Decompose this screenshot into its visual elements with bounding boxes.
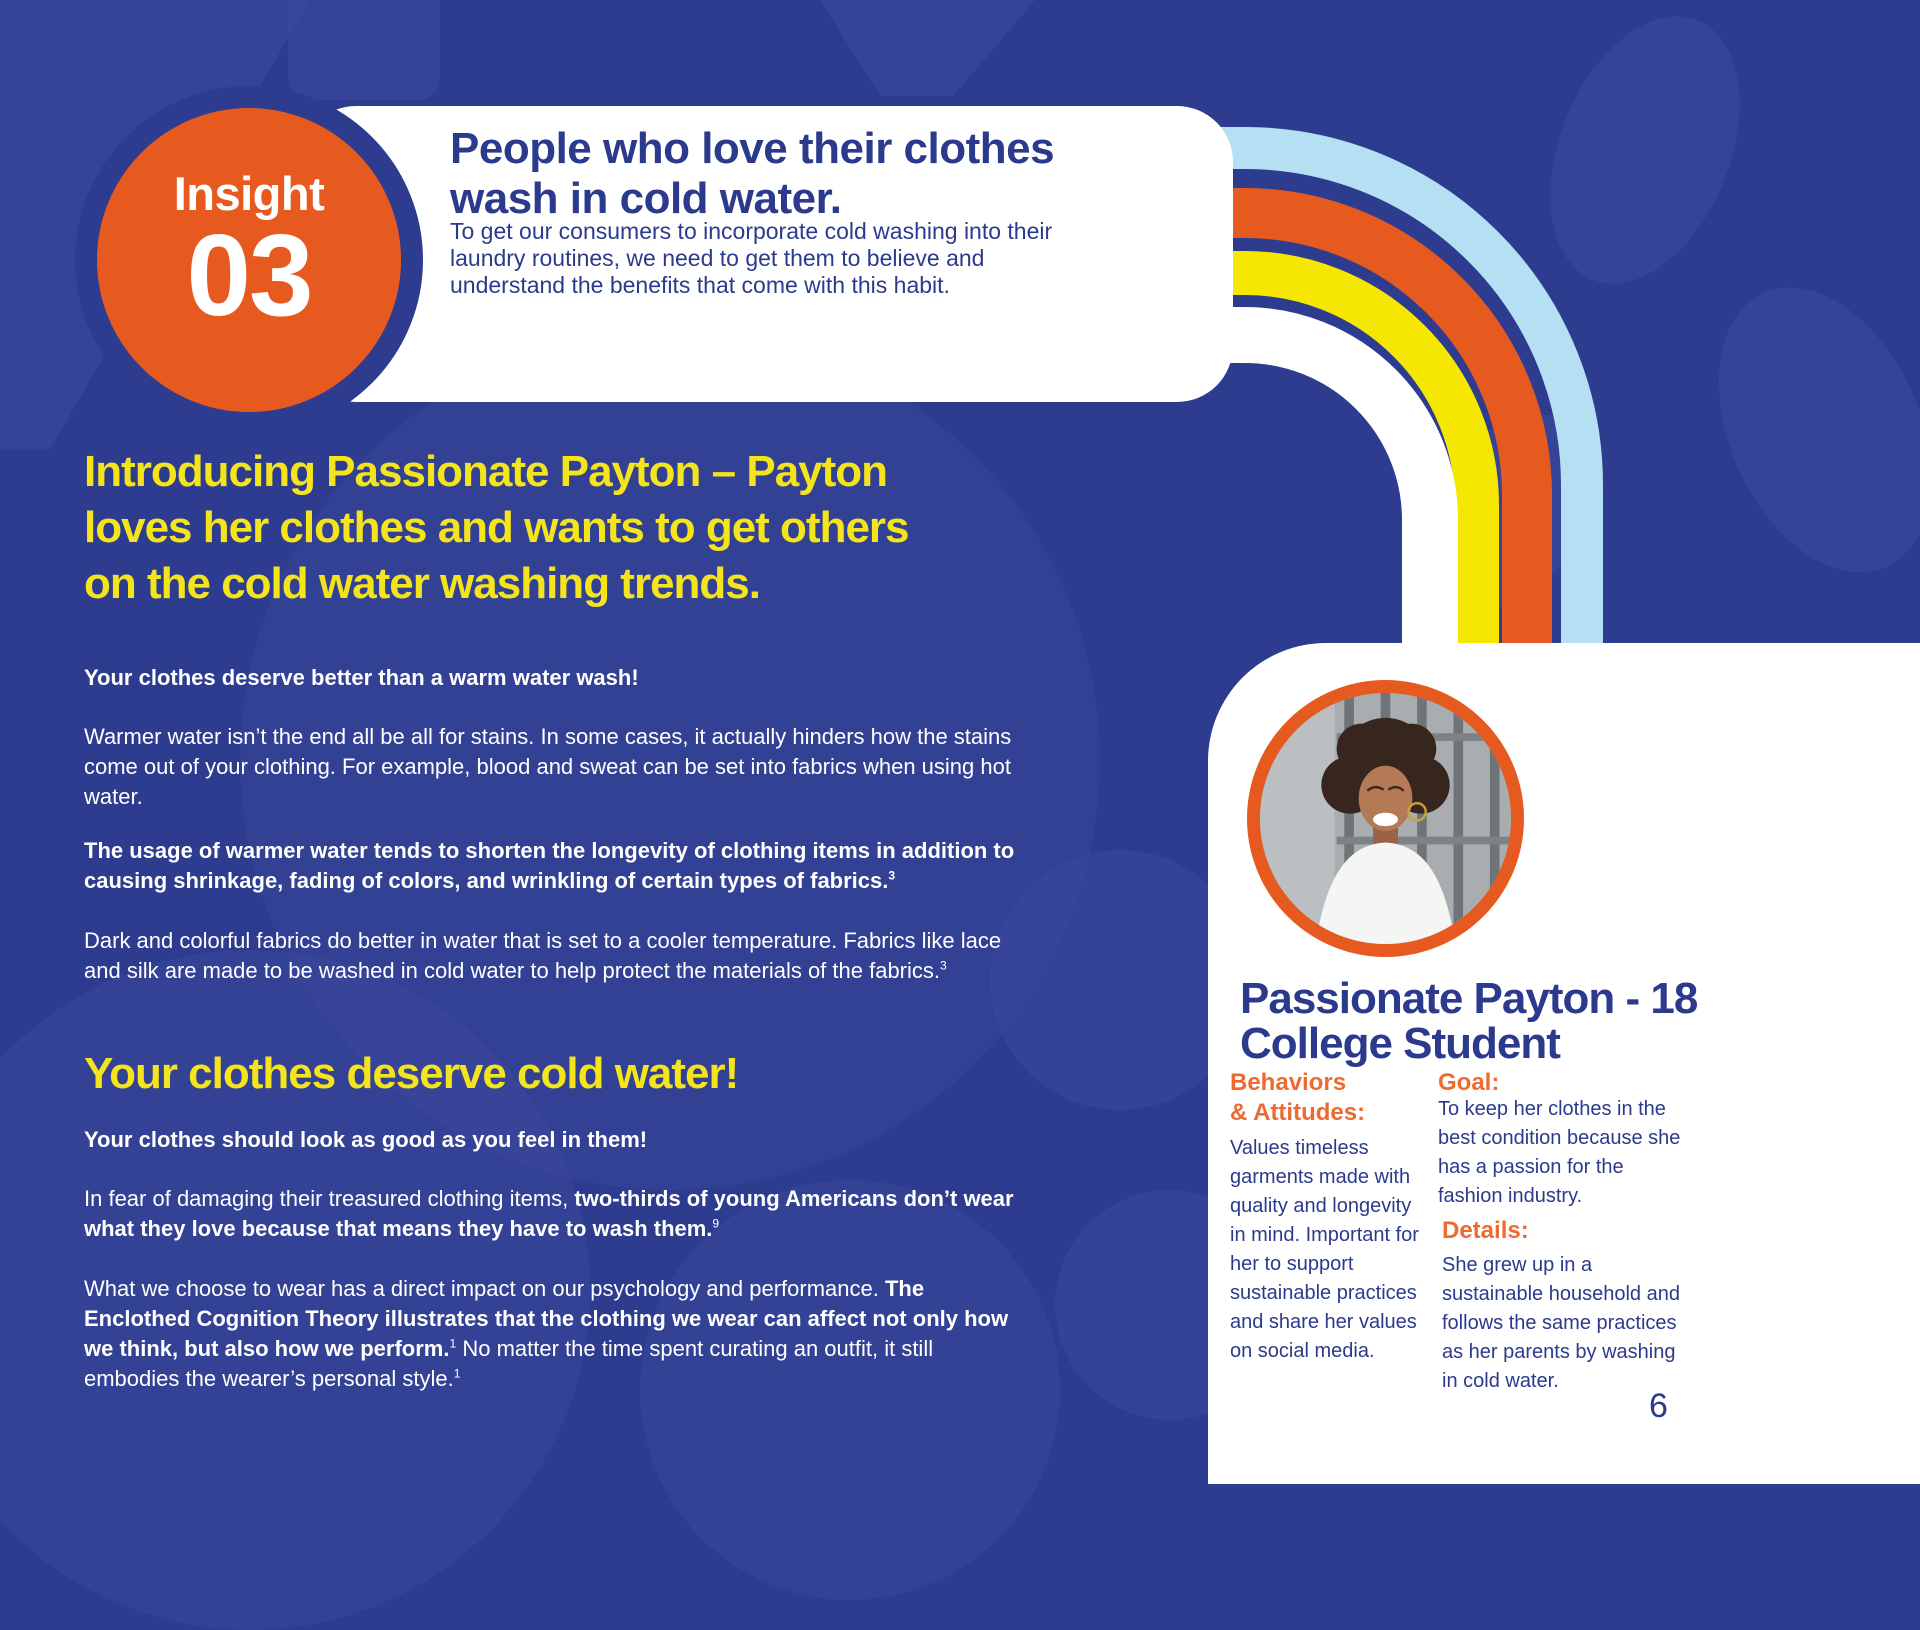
page-number: 6	[1649, 1387, 1668, 1425]
banner-title-line: People who love their clothes	[450, 124, 1055, 173]
intro-heading	[84, 444, 1004, 612]
behaviors-text: Values timeless garments made with quality and longevity in mind. Important for her to support sustainable practices and share her values on social media.	[1230, 1137, 1419, 1362]
footnote-superscript: 1	[449, 1336, 457, 1351]
footnote-superscript: 1	[453, 1366, 461, 1381]
paragraph-dark-fabrics	[84, 926, 1019, 986]
subhead-look-good: Your clothes should look as good as you feel in them!	[84, 1127, 648, 1152]
persona-photo-illustration	[1260, 693, 1511, 944]
insight-badge-label: Insight	[173, 167, 325, 220]
intro-heading-line: loves her clothes and wants to get others	[84, 503, 909, 552]
paragraph-warmer-water: Warmer water isn’t the end all be all for stains. In some cases, it actually hinders how the stains come out of your clothing. For example, blood and sweat can be set into fabrics when using hot water.	[84, 724, 1012, 809]
banner-title-line: wash in cold water.	[450, 174, 842, 223]
footnote-superscript: 3	[940, 958, 947, 973]
footnote-superscript: 3	[888, 868, 896, 883]
intro-heading-line: on the cold water washing trends.	[84, 559, 760, 608]
paragraph-usage-warmer-water	[84, 836, 1019, 896]
details-label: Details:	[1442, 1217, 1529, 1244]
intro-heading-line: Introducing Passionate Payton – Payton	[84, 447, 888, 496]
paragraph-text: No matter the time spent curating an outfit, it still embodies the wearer’s personal style.	[84, 1336, 934, 1391]
rainbow-stripe-white	[1200, 335, 1430, 655]
behaviors-label	[1230, 1068, 1365, 1128]
persona-name-line: Passionate Payton - 18	[1240, 974, 1698, 1023]
paragraph-enclothed-cognition	[84, 1274, 1019, 1394]
behaviors-label-line: Behaviors	[1230, 1069, 1347, 1096]
behaviors-label-line: & Attitudes:	[1230, 1099, 1366, 1126]
footnote-superscript: 9	[712, 1216, 720, 1231]
insight-badge	[75, 86, 423, 434]
insight-badge-number: 03	[186, 210, 312, 340]
persona-photo	[1247, 680, 1524, 957]
goal-label: Goal:	[1438, 1069, 1500, 1096]
paragraph-bold-text: The usage of warmer water tends to shorten the longevity of clothing items in addition to causing shrinkage, fading of colors, and wrinkling of certain types of fabrics.	[84, 838, 1015, 893]
banner-body: To get our consumers to incorporate cold washing into their laundry routines, we need to get them to believe and understand the benefits that come with this habit.	[450, 218, 1053, 298]
persona-name	[1240, 976, 1697, 1066]
subhead-warm-wash: Your clothes deserve better than a warm water wash!	[84, 665, 639, 690]
paragraph-text: Dark and colorful fabrics do better in water that is set to a cooler temperature. Fabrics like lace and silk are made to be washed in cold water to help protect the materials of the fabrics.	[84, 928, 1002, 983]
paragraph-text: What we choose to wear has a direct impact on our psychology and performance.	[84, 1276, 885, 1301]
goal-text: To keep her clothes in the best condition because she has a passion for the fashion industry.	[1438, 1098, 1681, 1207]
paragraph-fear-of-damaging	[84, 1184, 1019, 1244]
persona-card	[1208, 643, 1920, 1484]
paragraph-text: In fear of damaging their treasured clothing items,	[84, 1186, 575, 1211]
bg-trapezoid-shape	[820, 0, 1035, 96]
paragraph-bold-text: two-thirds of young Americans don’t wear what they love because that means they have to wash them.	[84, 1186, 1014, 1241]
bg-rounded-rect-shape	[288, 0, 440, 100]
details-text: She grew up in a sustainable household and follows the same practices as her parents by washing in cold water.	[1442, 1254, 1680, 1392]
insight-banner	[300, 106, 1233, 402]
paragraph-bold-text: The Enclothed Cognition Theory illustrates that the clothing we wear can affect not only how we think, but also how we perform.	[84, 1276, 1009, 1361]
heading-cold-water: Your clothes deserve cold water!	[84, 1049, 739, 1098]
persona-name-line: College Student	[1240, 1019, 1560, 1068]
banner-title	[450, 124, 1054, 224]
